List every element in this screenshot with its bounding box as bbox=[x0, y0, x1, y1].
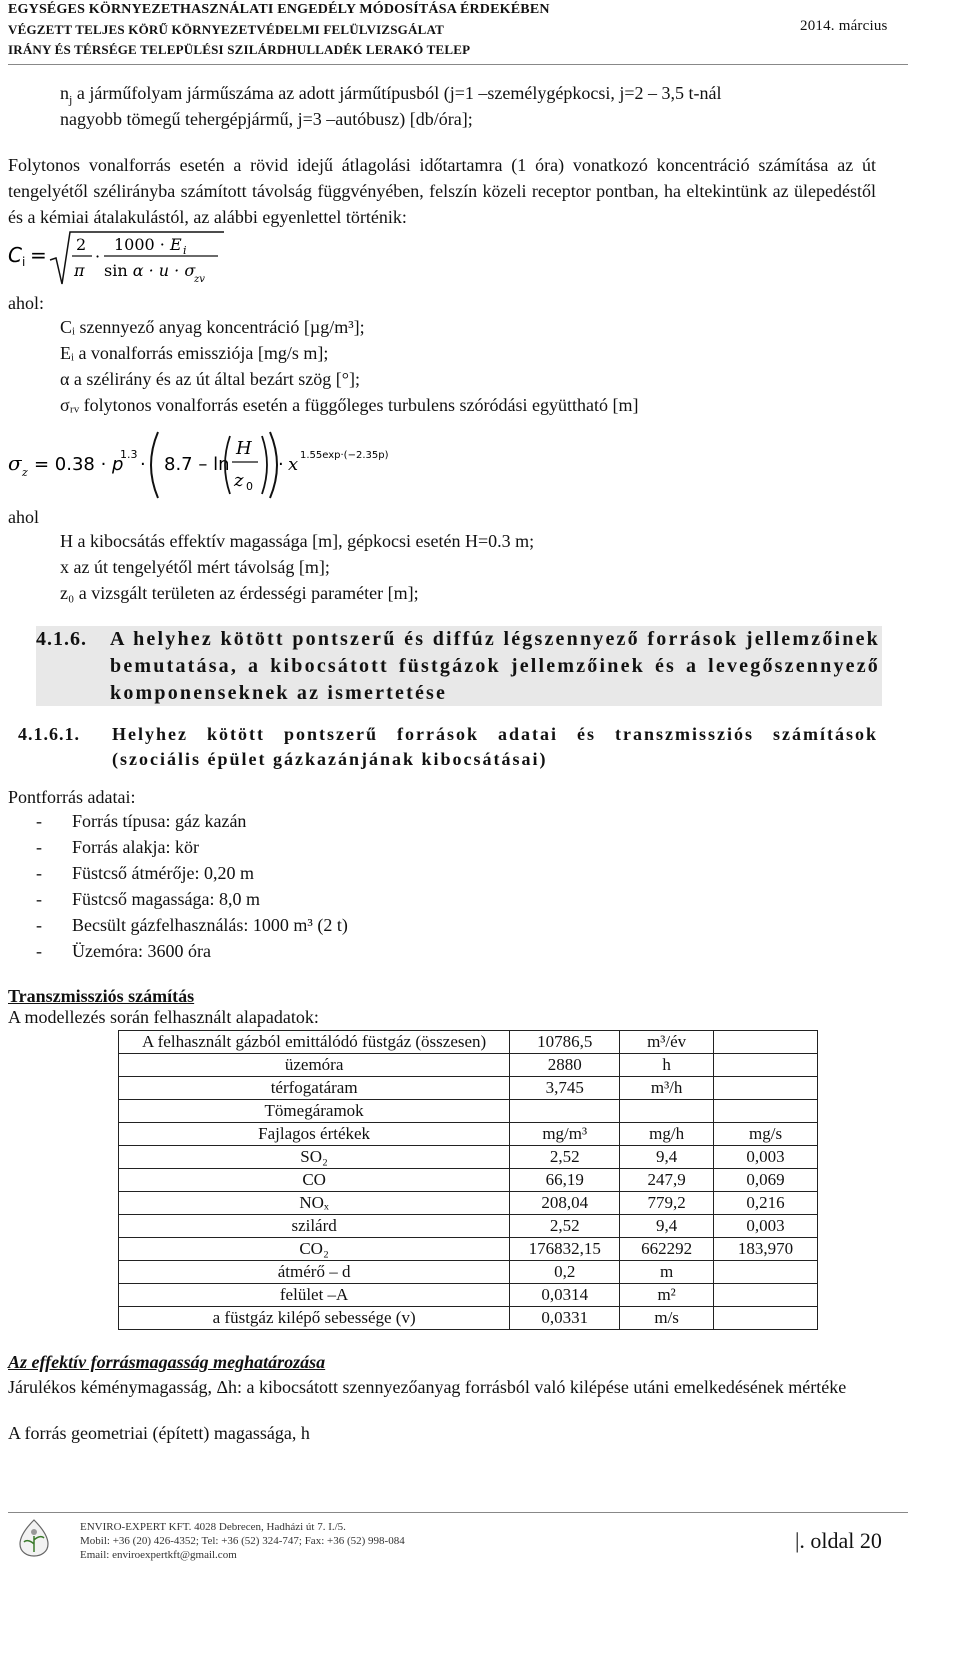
table-row bbox=[119, 1215, 818, 1238]
effektiv-paragraph-2: A forrás geometriai (épített) magassága, h bbox=[8, 1423, 310, 1443]
table-cell: 0,0314 bbox=[510, 1284, 620, 1307]
svg-text:zv: zv bbox=[194, 274, 205, 285]
sigma-equation-graphic bbox=[8, 430, 408, 500]
table-row-label: felület –A bbox=[119, 1284, 510, 1307]
footer-divider bbox=[8, 1512, 908, 1513]
page-number: |. oldal 20 bbox=[795, 1528, 882, 1553]
table-cell: m³/év bbox=[620, 1031, 714, 1054]
table-cell: 2,52 bbox=[510, 1146, 620, 1169]
table-row bbox=[119, 1307, 818, 1330]
effektiv-paragraph-1: Járulékos kéménymagasság, Δh: a kibocsátott szennyezőanyag forrásból való kilépése utáni emelkedésének mértéke bbox=[8, 1377, 847, 1397]
table-cell: 3,745 bbox=[510, 1077, 620, 1100]
table-row-label: üzemóra bbox=[119, 1054, 510, 1077]
table-cell bbox=[714, 1077, 818, 1100]
table-cell: 9,4 bbox=[620, 1215, 714, 1238]
pontforras-item: - Becsült gázfelhasználás: 1000 m³ (2 t) bbox=[36, 915, 348, 935]
table-cell: 10786,5 bbox=[510, 1031, 620, 1054]
table-cell: 0,003 bbox=[714, 1146, 818, 1169]
svg-text:1.3: 1.3 bbox=[120, 448, 138, 461]
svg-text:2: 2 bbox=[76, 235, 87, 254]
table-row-label: SO₂ bbox=[119, 1146, 510, 1169]
footer-line-2: Mobil: +36 (20) 426-4352; Tel: +36 (52) 324-747; Fax: +36 (52) 998-084 bbox=[80, 1535, 405, 1547]
table-cell bbox=[714, 1054, 818, 1077]
svg-text:i: i bbox=[22, 255, 26, 269]
table-cell: m³/h bbox=[620, 1077, 714, 1100]
nj-line-1: a járműfolyam járműszáma az adott járműtípusból (j=1 –személygépkocsi, j=2 – 3,5 t-nál bbox=[76, 83, 722, 103]
table-cell: 9,4 bbox=[620, 1146, 714, 1169]
table-row-label: CO bbox=[119, 1169, 510, 1192]
table-cell: m² bbox=[620, 1284, 714, 1307]
table-cell: 0,2 bbox=[510, 1261, 620, 1284]
where-item-ei: Eᵢ a vonalforrás emissziója [mg/s m]; bbox=[60, 343, 329, 363]
section-heading bbox=[36, 626, 882, 706]
table-row-label: szilárd bbox=[119, 1215, 510, 1238]
concentration-equation bbox=[8, 230, 228, 290]
table-cell bbox=[620, 1100, 714, 1123]
table-cell bbox=[714, 1261, 818, 1284]
where-item-sigma: σᵣᵥ folytonos vonalforrás esetén a függőleges turbulens szóródási együttható [m] bbox=[60, 395, 639, 415]
table-row bbox=[119, 1192, 818, 1215]
svg-text:C: C bbox=[8, 243, 22, 267]
subsection-number: 4.1.6.1. bbox=[18, 724, 80, 744]
svg-text:0: 0 bbox=[246, 480, 253, 493]
nj-symbol: $n_j$ bbox=[60, 83, 73, 107]
table-cell: 0,069 bbox=[714, 1169, 818, 1192]
table-row-label: átmérő – d bbox=[119, 1261, 510, 1284]
table-cell: m bbox=[620, 1261, 714, 1284]
intro-paragraph: Folytonos vonalforrás esetén a rövid idejű átlagolási időtartamra (1 óra) vonatkozó koncentráció számítása az út tengelyétől szélirányba számított távolság függvényében, felszín közeli receptor pontban, ha eltekintünk az ülepedéstől és a kémiai átalakulástól, az alábbi egyenlettel történik: bbox=[8, 155, 876, 227]
table-cell: m/s bbox=[620, 1307, 714, 1330]
table-row bbox=[119, 1261, 818, 1284]
svg-text:σ: σ bbox=[8, 451, 22, 475]
table-cell: 2880 bbox=[510, 1054, 620, 1077]
table-row-label: Tömegáramok bbox=[119, 1100, 510, 1123]
svg-text:z: z bbox=[22, 466, 28, 479]
table-row bbox=[119, 1284, 818, 1307]
header-line-2: VÉGZETT TELJES KÖRŰ KÖRNYEZETVÉDELMI FELÜLVIZSGÁLAT bbox=[8, 22, 444, 37]
svg-text:H: H bbox=[236, 438, 252, 459]
table-cell: 0,216 bbox=[714, 1192, 818, 1215]
table-cell bbox=[714, 1307, 818, 1330]
effektiv-heading: Az effektív forrásmagasság meghatározása bbox=[8, 1352, 326, 1372]
table-cell: 2,52 bbox=[510, 1215, 620, 1238]
table-cell: 208,04 bbox=[510, 1192, 620, 1215]
table-row-label: Fajlagos értékek bbox=[119, 1123, 510, 1146]
header-line-3: IRÁNY ÉS TÉRSÉGE TELEPÜLÉSI SZILÁRDHULLADÉK LERAKÓ TELEP bbox=[8, 42, 471, 57]
nj-line-2: nagyobb tömegű tehergépjármű, j=3 –autóbusz) [db/óra]; bbox=[60, 109, 473, 129]
where-list-1 bbox=[60, 314, 920, 418]
svg-text:sin α · u · σ: sin α · u · σ bbox=[104, 261, 196, 280]
table-cell: mg/s bbox=[714, 1123, 818, 1146]
table-cell: 662292 bbox=[620, 1238, 714, 1261]
subsection-title: Helyhez kötött pontszerű források adatai és transzmissziós számítások (szociális épület gázkazánjának kibocsátásai) bbox=[112, 724, 878, 769]
table-row-label: CO₂ bbox=[119, 1238, 510, 1261]
where-item-ci: Cᵢ szennyező anyag koncentráció [µg/m³]; bbox=[60, 317, 365, 337]
footer-line-1: ENVIRO-EXPERT KFT. 4028 Debrecen, Hadházi út 7. I./5. bbox=[80, 1521, 346, 1533]
table-row bbox=[119, 1169, 818, 1192]
table-cell: mg/m³ bbox=[510, 1123, 620, 1146]
transzmisszio-sub: A modellezés során felhasznált alapadatok: bbox=[8, 1007, 319, 1027]
pontforras-item: - Forrás alakja: kör bbox=[36, 837, 199, 857]
svg-text:8.7 – ln: 8.7 – ln bbox=[164, 454, 230, 475]
table-cell: 183,970 bbox=[714, 1238, 818, 1261]
table-cell bbox=[714, 1031, 818, 1054]
table-row bbox=[119, 1031, 818, 1054]
table-cell: 247,9 bbox=[620, 1169, 714, 1192]
company-logo-graphic bbox=[14, 1518, 54, 1558]
table-cell bbox=[714, 1100, 818, 1123]
where-item-z0: z₀ a vizsgált területen az érdességi paraméter [m]; bbox=[60, 583, 419, 603]
where-label-1: ahol: bbox=[8, 293, 44, 313]
pontforras-item: - Forrás típusa: gáz kazán bbox=[36, 811, 247, 831]
footer-address bbox=[80, 1520, 600, 1562]
where-label-2: ahol bbox=[8, 507, 39, 527]
svg-text:= 0.38 · p: = 0.38 · p bbox=[34, 454, 124, 475]
pontforras-item: - Üzemóra: 3600 óra bbox=[36, 941, 211, 961]
svg-text:·: · bbox=[95, 247, 101, 266]
table-row-label: a füstgáz kilépő sebessége (v) bbox=[119, 1307, 510, 1330]
table-row bbox=[119, 1123, 818, 1146]
svg-text:=: = bbox=[30, 243, 47, 267]
footer-line-3: Email: enviroexpertkft@gmail.com bbox=[80, 1549, 237, 1561]
emission-table bbox=[118, 1030, 818, 1330]
pontforras-item: - Füstcső átmérője: 0,20 m bbox=[36, 863, 254, 883]
header-divider bbox=[8, 64, 908, 65]
svg-text:x: x bbox=[288, 454, 299, 475]
svg-text:i: i bbox=[183, 244, 187, 257]
header-line-1: EGYSÉGES KÖRNYEZETHASZNÁLATI ENGEDÉLY MÓDOSÍTÁSA ÉRDEKÉBEN bbox=[8, 2, 550, 17]
svg-text:·: · bbox=[278, 454, 284, 475]
section-title: A helyhez kötött pontszerű és diffúz légszennyező források jellemzőinek bemutatása, a kibocsátott füstgázok jellemzőinek és a levegőszennyező komponenseknek az ismertetése bbox=[110, 628, 880, 704]
table-cell: 0,0331 bbox=[510, 1307, 620, 1330]
pontforras-label: Pontforrás adatai: bbox=[8, 787, 136, 807]
table-row bbox=[119, 1100, 818, 1123]
table-row bbox=[119, 1146, 818, 1169]
table-row bbox=[119, 1238, 818, 1261]
transzmisszio-heading: Transzmissziós számítás bbox=[8, 986, 195, 1006]
where-list-2 bbox=[60, 528, 920, 606]
pontforras-item: - Füstcső magassága: 8,0 m bbox=[36, 889, 260, 909]
table-cell: 779,2 bbox=[620, 1192, 714, 1215]
sigma-equation bbox=[8, 430, 408, 500]
table-row-label: térfogatáram bbox=[119, 1077, 510, 1100]
table-cell bbox=[510, 1100, 620, 1123]
table-cell: 66,19 bbox=[510, 1169, 620, 1192]
table-row-label: NOₓ bbox=[119, 1192, 510, 1215]
where-item-h: H a kibocsátás effektív magassága [m], gépkocsi esetén H=0.3 m; bbox=[60, 531, 535, 551]
table-cell: h bbox=[620, 1054, 714, 1077]
table-row-label: A felhasznált gázból emittálódó füstgáz (összesen) bbox=[119, 1031, 510, 1054]
header-date: 2014. március bbox=[800, 18, 888, 34]
company-logo bbox=[14, 1518, 54, 1558]
table-row bbox=[119, 1077, 818, 1100]
svg-text:·: · bbox=[140, 454, 146, 475]
where-item-alpha: α a szélirány és az út által bezárt szög [°]; bbox=[60, 369, 360, 389]
section-number: 4.1.6. bbox=[36, 628, 87, 650]
table-cell: mg/h bbox=[620, 1123, 714, 1146]
table-cell bbox=[714, 1284, 818, 1307]
table-cell: 0,003 bbox=[714, 1215, 818, 1238]
table-row bbox=[119, 1054, 818, 1077]
concentration-equation-graphic bbox=[8, 230, 228, 290]
svg-text:1.55exp·(−2.35p): 1.55exp·(−2.35p) bbox=[300, 450, 389, 461]
svg-text:1000 · E: 1000 · E bbox=[114, 235, 182, 254]
where-item-x: x az út tengelyétől mért távolság [m]; bbox=[60, 557, 330, 577]
pontforras-list bbox=[36, 808, 836, 964]
svg-text:π: π bbox=[74, 261, 85, 280]
svg-text:z: z bbox=[234, 470, 244, 491]
table-cell: 176832,15 bbox=[510, 1238, 620, 1261]
